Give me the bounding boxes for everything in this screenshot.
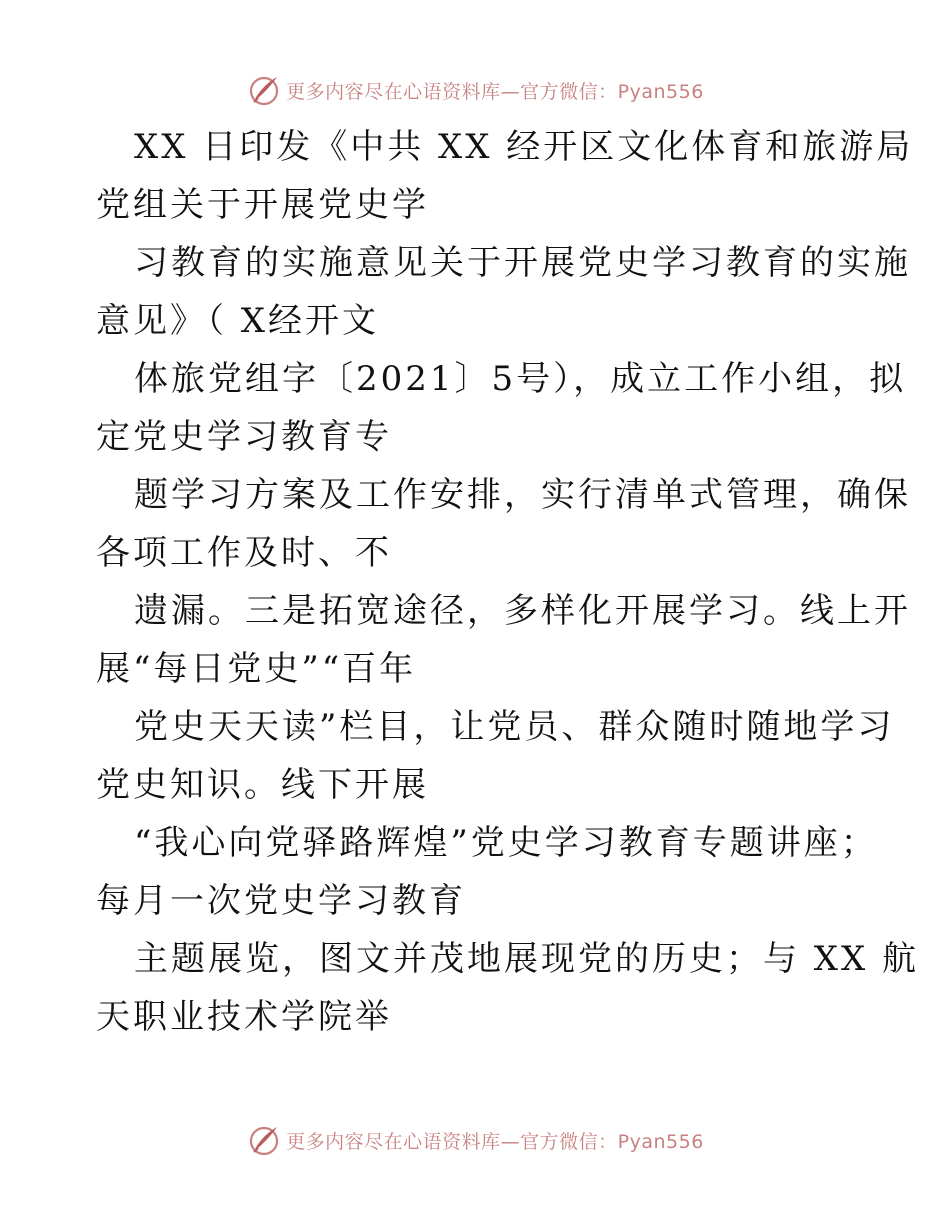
text-line: 体旅党组字〔2021〕5号），成立工作小组，拟 <box>134 359 907 399</box>
text-line: 各项工作及时、不 <box>96 533 392 573</box>
text-line: “我心向党驿路辉煌”党史学习教育专题讲座； <box>134 823 878 863</box>
document-body <box>96 118 920 1046</box>
feather-circle-logo-icon <box>246 72 282 108</box>
text-line: 党组关于开展党史学 <box>96 185 429 225</box>
header-watermark <box>0 70 950 110</box>
text-line: 每月一次党史学习教育 <box>96 881 466 921</box>
text-line: 定党史学习教育专 <box>96 417 392 457</box>
text-line: 天职业技术学院举 <box>96 997 392 1037</box>
text-line: XX 日印发《中共 XX 经开区文化体育和旅游局 <box>134 127 914 167</box>
text-line: 习教育的实施意见关于开展党史学习教育的实施 <box>134 243 911 283</box>
text-line: 主题展览，图文并茂地展现党的历史；与 XX 航 <box>134 939 920 979</box>
text-line: 党史知识。线下开展 <box>96 765 429 805</box>
text-line: 展“每日党史”“百年 <box>96 649 417 689</box>
watermark-text: 更多内容尽在心语资料库—官方微信：Pyan556 <box>286 1130 704 1153</box>
watermark-text: 更多内容尽在心语资料库—官方微信：Pyan556 <box>286 80 704 103</box>
feather-circle-logo-icon <box>246 1122 282 1158</box>
text-line: 遗漏。三是拓宽途径，多样化开展学习。线上开 <box>134 591 911 631</box>
footer-watermark <box>0 1120 950 1160</box>
text-line: 题学习方案及工作安排，实行清单式管理，确保 <box>134 475 911 515</box>
text-line: 党史天天读”栏目，让党员、群众随时随地学习 <box>134 707 895 747</box>
text-line: 意见》（ X经开文 <box>96 301 380 341</box>
